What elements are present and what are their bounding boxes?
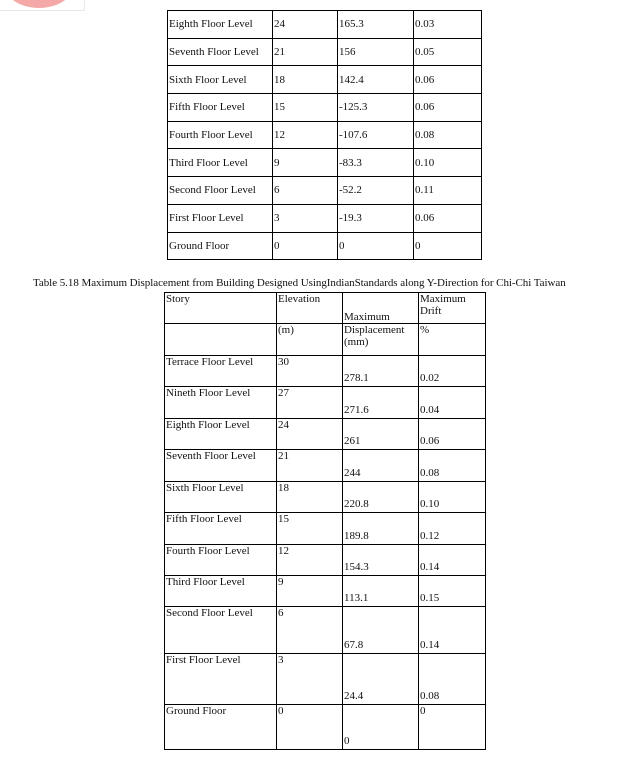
cell-elevation: 21 xyxy=(277,450,343,482)
cell-displacement: 67.8 xyxy=(343,607,419,654)
cell-story: First Floor Level xyxy=(168,204,273,232)
cell-story: Seventh Floor Level xyxy=(165,450,277,482)
header-drift-line2: Drift xyxy=(420,305,442,317)
table-row xyxy=(168,38,482,66)
cell-elevation: 15 xyxy=(277,513,343,545)
table-row xyxy=(165,545,486,576)
cell-displacement: 244 xyxy=(343,450,419,482)
cell-story: Ground Floor xyxy=(168,232,273,260)
cell-displacement: 0 xyxy=(343,705,419,750)
table-row xyxy=(165,450,486,482)
header-displacement-mm: (mm) xyxy=(344,336,369,348)
cell-drift: 0 xyxy=(414,232,482,260)
header-displacement-line2: Displacement xyxy=(344,324,405,336)
cell-elevation: 15 xyxy=(273,94,338,122)
cell-displacement: -107.6 xyxy=(338,121,414,149)
cell-displacement: 271.6 xyxy=(343,387,419,419)
cell-displacement: 113.1 xyxy=(343,576,419,607)
cell-story: Second Floor Level xyxy=(165,607,277,654)
cell-story: Third Floor Level xyxy=(165,576,277,607)
cell-drift: 0.10 xyxy=(419,482,486,513)
header-drift-unit: % xyxy=(419,324,486,356)
header-story-blank xyxy=(165,324,277,356)
cell-story: Third Floor Level xyxy=(168,149,273,177)
table-row xyxy=(168,204,482,232)
cell-displacement: -19.3 xyxy=(338,204,414,232)
cell-elevation: 12 xyxy=(277,545,343,576)
table-row xyxy=(165,387,486,419)
table-row xyxy=(165,482,486,513)
table-row xyxy=(165,607,486,654)
cell-drift: 0.03 xyxy=(414,11,482,39)
header-story: Story xyxy=(165,293,277,324)
cell-elevation: 9 xyxy=(277,576,343,607)
cell-elevation: 27 xyxy=(277,387,343,419)
cell-displacement: -125.3 xyxy=(338,94,414,122)
cell-elevation: 3 xyxy=(277,654,343,705)
cell-elevation: 21 xyxy=(273,38,338,66)
cell-displacement: 24.4 xyxy=(343,654,419,705)
cell-drift: 0.08 xyxy=(419,450,486,482)
cell-story: Terrace Floor Level xyxy=(165,356,277,387)
cell-drift: 0.12 xyxy=(419,513,486,545)
table-row xyxy=(165,576,486,607)
cell-elevation: 18 xyxy=(277,482,343,513)
header-displacement-unit xyxy=(343,324,419,356)
header-displacement: Maximum xyxy=(343,293,419,324)
table-header xyxy=(165,293,486,356)
table-body xyxy=(168,11,482,260)
cell-drift: 0.06 xyxy=(419,419,486,450)
table-row xyxy=(165,419,486,450)
table-row xyxy=(165,513,486,545)
cell-story: Second Floor Level xyxy=(168,177,273,205)
cell-story: Fifth Floor Level xyxy=(168,94,273,122)
cell-elevation: 3 xyxy=(273,204,338,232)
cell-story: Fourth Floor Level xyxy=(165,545,277,576)
table-caption: Table 5.18 Maximum Displacement from Building Designed UsingIndianStandards along Y-Direction for Chi-Chi Taiwan xyxy=(33,277,566,289)
cell-elevation: 6 xyxy=(273,177,338,205)
cell-displacement: -83.3 xyxy=(338,149,414,177)
cell-elevation: 24 xyxy=(277,419,343,450)
cell-drift: 0.15 xyxy=(419,576,486,607)
table-row xyxy=(168,232,482,260)
cell-elevation: 6 xyxy=(277,607,343,654)
cell-elevation: 18 xyxy=(273,66,338,94)
table-row xyxy=(168,11,482,39)
cell-displacement: -52.2 xyxy=(338,177,414,205)
cell-drift: 0.04 xyxy=(419,387,486,419)
cell-story: Sixth Floor Level xyxy=(165,482,277,513)
cell-elevation: 30 xyxy=(277,356,343,387)
header-drift-line1: Maximum xyxy=(420,293,466,305)
cell-displacement: 0 xyxy=(338,232,414,260)
cell-displacement: 220.8 xyxy=(343,482,419,513)
cell-elevation: 0 xyxy=(273,232,338,260)
table-row xyxy=(168,94,482,122)
cell-story: Eighth Floor Level xyxy=(168,11,273,39)
header-elevation: Elevation xyxy=(277,293,343,324)
table-row xyxy=(168,66,482,94)
cell-displacement: 261 xyxy=(343,419,419,450)
cell-elevation: 12 xyxy=(273,121,338,149)
cell-story: Ground Floor xyxy=(165,705,277,750)
cell-displacement: 156 xyxy=(338,38,414,66)
cell-drift: 0.06 xyxy=(414,94,482,122)
displacement-table-y-direction xyxy=(164,292,486,750)
table-row xyxy=(168,149,482,177)
cell-displacement: 189.8 xyxy=(343,513,419,545)
table-row xyxy=(168,121,482,149)
header-elevation-unit: (m) xyxy=(277,324,343,356)
logo-frame xyxy=(0,0,85,11)
cell-displacement: 154.3 xyxy=(343,545,419,576)
cell-displacement: 278.1 xyxy=(343,356,419,387)
cell-story: First Floor Level xyxy=(165,654,277,705)
cell-story: Eighth Floor Level xyxy=(165,419,277,450)
displacement-table-continued xyxy=(167,10,482,260)
cell-drift: 0.10 xyxy=(414,149,482,177)
table-row xyxy=(165,356,486,387)
cell-drift: 0 xyxy=(419,705,486,750)
table-body xyxy=(165,356,486,750)
cell-elevation: 9 xyxy=(273,149,338,177)
cell-displacement: 142.4 xyxy=(338,66,414,94)
table-row xyxy=(165,705,486,750)
header-drift xyxy=(419,293,486,324)
cell-displacement: 165.3 xyxy=(338,11,414,39)
cell-elevation: 0 xyxy=(277,705,343,750)
cell-drift: 0.08 xyxy=(419,654,486,705)
cell-drift: 0.05 xyxy=(414,38,482,66)
cell-drift: 0.08 xyxy=(414,121,482,149)
cell-drift: 0.14 xyxy=(419,545,486,576)
cell-elevation: 24 xyxy=(273,11,338,39)
cell-drift: 0.02 xyxy=(419,356,486,387)
table-row xyxy=(168,177,482,205)
cell-drift: 0.06 xyxy=(414,66,482,94)
cell-story: Nineth Floor Level xyxy=(165,387,277,419)
cell-story: Fourth Floor Level xyxy=(168,121,273,149)
cell-story: Fifth Floor Level xyxy=(165,513,277,545)
cell-drift: 0.06 xyxy=(414,204,482,232)
cell-story: Seventh Floor Level xyxy=(168,38,273,66)
cell-drift: 0.14 xyxy=(419,607,486,654)
table-row xyxy=(165,654,486,705)
cell-story: Sixth Floor Level xyxy=(168,66,273,94)
cell-drift: 0.11 xyxy=(414,177,482,205)
